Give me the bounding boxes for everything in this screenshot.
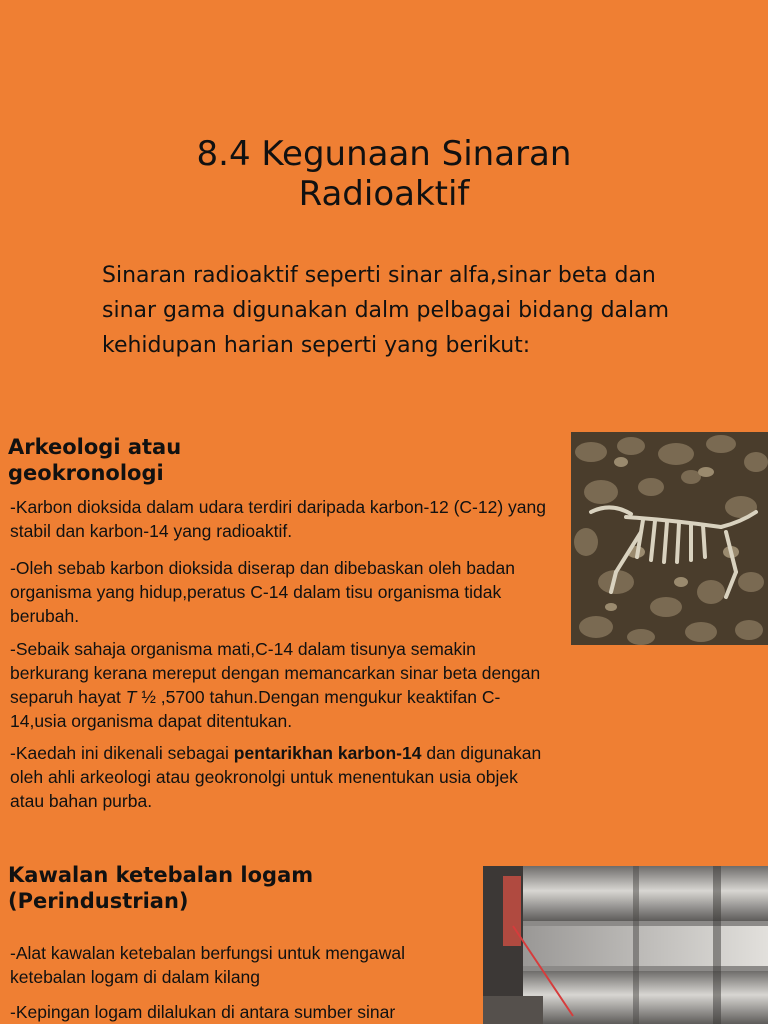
section2-heading-line1: Kawalan ketebalan logam [8, 863, 314, 887]
section1-heading-line2: geokronologi [8, 461, 164, 485]
section2-heading [8, 862, 428, 914]
intro-text: Sinaran radioaktif seperti sinar alfa,sinar beta dan sinar gama digunakan dalm pelbagai bidang dalam kehidupan harian seperti yang berikut: [102, 263, 670, 358]
section1-paragraph-3 [10, 637, 555, 733]
slide-title-line1: 8.4 Kegunaan Sinaran [196, 134, 572, 174]
slide-title [100, 134, 668, 214]
section1-paragraph-4 [10, 741, 555, 813]
section2-heading-line2: (Perindustrian) [8, 889, 189, 913]
section1-paragraph-1: -Karbon dioksida dalam udara terdiri daripada karbon-12 (C-12) yang stabil dan karbon-14 yang radioaktif. [10, 497, 546, 541]
p3-text-b: ½ ,5700 tahun.Dengan mengukur keaktifan C-14,usia organisma dapat ditentukan. [10, 687, 501, 731]
p3-italic-t: T [125, 687, 137, 707]
p4-bold-term: pentarikhan karbon-14 [233, 743, 422, 763]
p4-text-b: dan digunakan oleh ahli arkeologi atau geokronolgi untuk menentukan usia objek atau bahan purba. [10, 743, 542, 811]
section2-paragraph-2: -Kepingan logam dilalukan di antara sumber sinar [10, 1002, 396, 1022]
section1-heading-line1: Arkeologi atau [8, 435, 182, 459]
metal-rollers-photo-icon [483, 866, 768, 1024]
fossil-photo-icon [571, 432, 768, 645]
p3-text-a: -Sebaik sahaja organisma mati,C-14 dalam tisunya semakin berkurang kerana mereput dengan memancarkan sinar beta dengan separuh hayat [10, 639, 541, 707]
p4-text-a: -Kaedah ini dikenali sebagai [10, 743, 234, 763]
section2-paragraph-1: -Alat kawalan ketebalan berfungsi untuk mengawal ketebalan logam di dalam kilang [10, 943, 405, 987]
section1-heading [8, 434, 308, 486]
section1-paragraph-2: -Oleh sebab karbon dioksida diserap dan dibebaskan oleh badan organisma yang hidup,peratus C-14 dalam tisu organisma tidak berubah. [10, 558, 515, 626]
slide-title-line2: Radioaktif [298, 174, 470, 214]
